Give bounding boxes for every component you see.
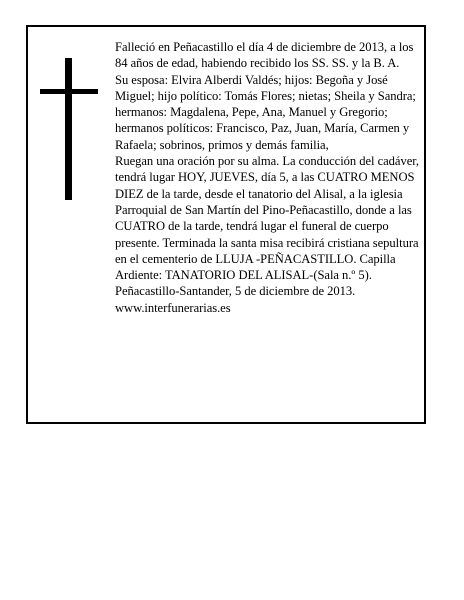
funeral-details: Ruegan una oración por su alma. La conducción del cadáver, tendrá lugar HOY, JUEVES, día 5, a las CUATRO MENOS DIEZ de la tarde, desde el tanatorio del Alisal, a la iglesia Parroquial de San Martín del Pino-Peñacastillo, donde a las CUATRO de la tarde, tendrá lugar el funeral de cuerpo presente. Terminada la santa misa recibirá cristiana sepultura en el cementerio de LLUJA -PEÑACASTILLO. Capilla Ardiente: TANATORIO DEL ALISAL-(Sala n.º 5).: [115, 154, 419, 283]
cross-vertical-bar: [65, 58, 72, 200]
family-list: Su esposa: Elvira Alberdi Valdés; hijos: Begoña y José Miguel; hijo político: Tomás Flores; nietas; Sheila y Sandra; hermanos: Magdalena, Pepe, Ana, Manuel y Gregorio; hermanos políticos: Francisco, Paz, Juan, María, Carmen y Rafaela; sobrinos, primos y demás familia,: [115, 72, 416, 152]
cross-icon: [40, 58, 98, 200]
place-and-date: Peñacastillo-Santander, 5 de diciembre de 2013.: [115, 284, 356, 299]
obituary-notice: [26, 25, 426, 424]
obituary-text: [115, 39, 427, 316]
cross-horizontal-bar: [40, 89, 98, 94]
death-announcement: Falleció en Peñacastillo el día 4 de diciembre de 2013, a los 84 años de edad, habiendo recibido los SS. SS. y la B. A.: [115, 40, 414, 71]
website-link[interactable]: www.interfunerarias.es: [115, 300, 231, 315]
